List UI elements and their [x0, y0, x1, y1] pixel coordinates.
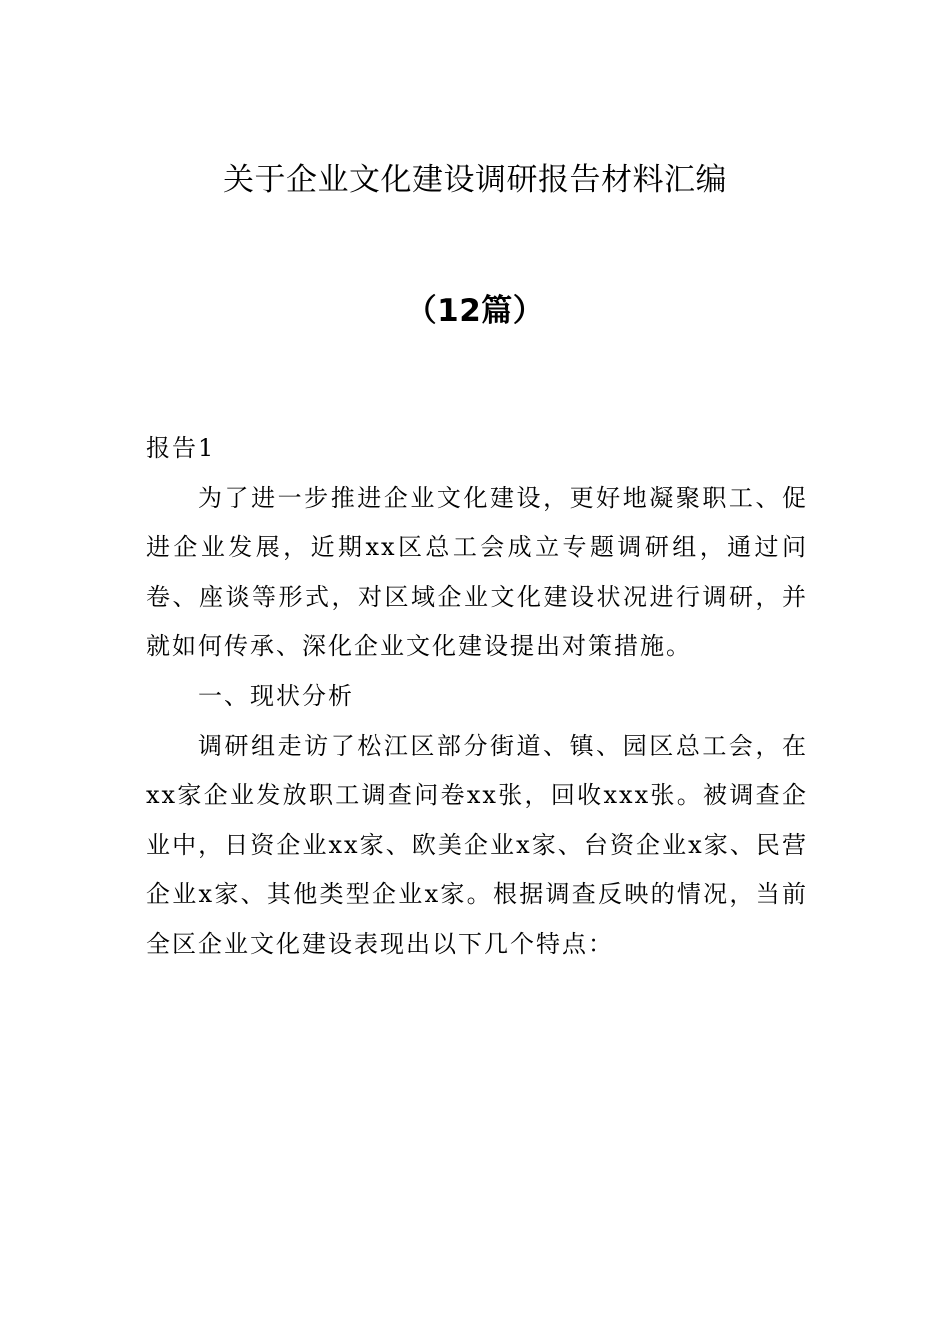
- document-subtitle: （12篇）: [405, 293, 545, 329]
- document-body: [146, 424, 808, 970]
- paragraph-survey: 调研组走访了松江区部分街道、镇、园区总工会，在xx家企业发放职工调查问卷xx张，回收xxx张。被调查企业中，日资企业xx家、欧美企业x家、台资企业x家、民营企业x家、其他类型企业x家。根据调查反映的情况，当前全区企业文化建设表现出以下几个特点：: [146, 731, 808, 958]
- paragraph-intro: 为了进一步推进企业文化建设，更好地凝聚职工、促进企业发展，近期xx区总工会成立专题调研组，通过问卷、座谈等形式，对区域企业文化建设状况进行调研，并就如何传承、深化企业文化建设提出对策措施。: [146, 483, 808, 661]
- section-label: 报告1: [146, 434, 216, 462]
- document-title: 关于企业文化建设调研报告材料汇编: [223, 162, 727, 198]
- section-heading: 一、现状分析: [198, 681, 354, 710]
